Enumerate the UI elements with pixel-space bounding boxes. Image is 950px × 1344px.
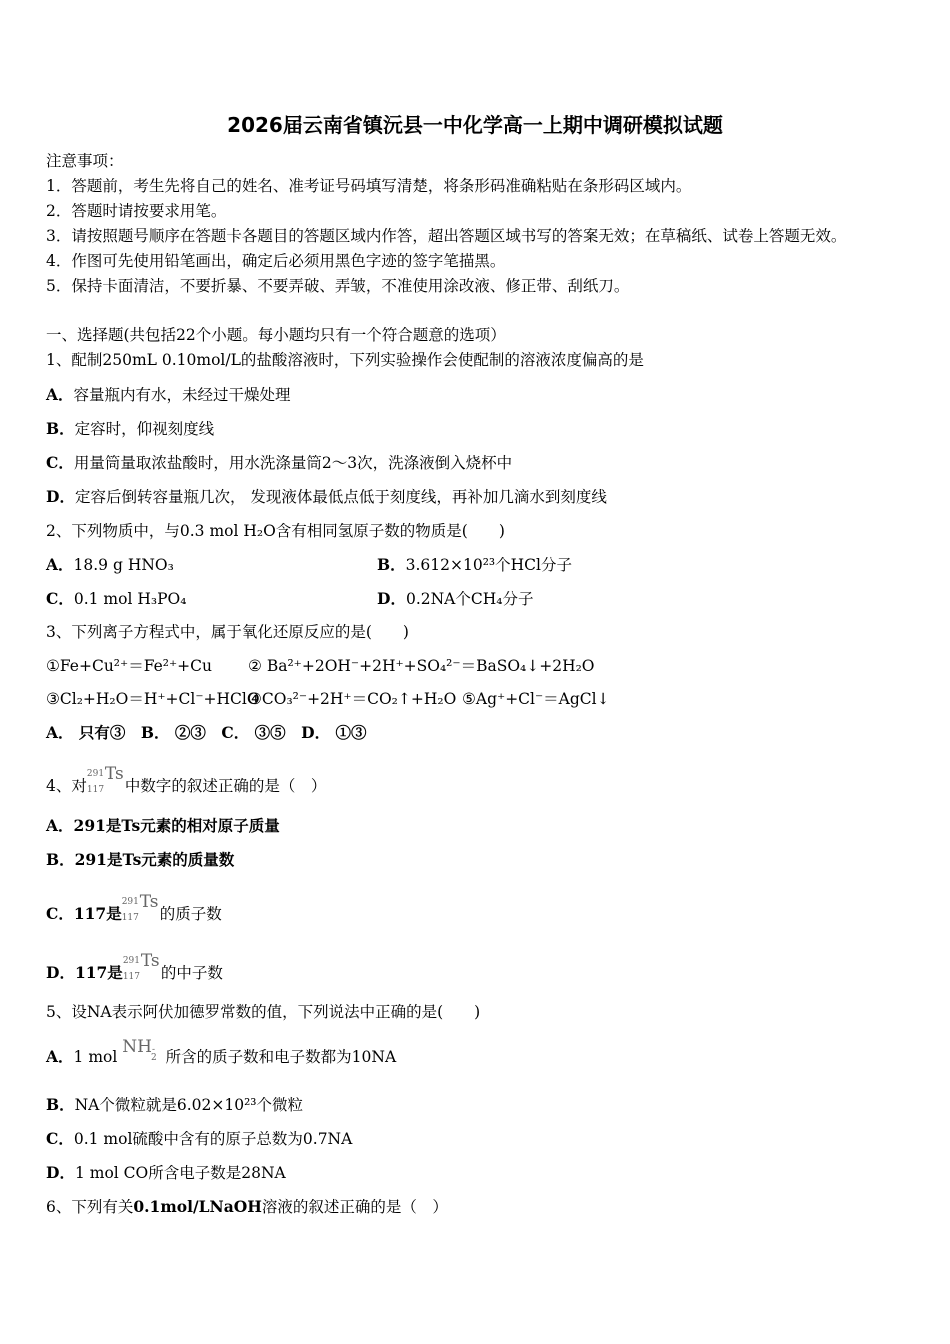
option-text: 1 mol <box>73 1048 118 1066</box>
option-label: B． <box>46 419 75 438</box>
option-text: 291是Ts元素的相对原子质量 <box>73 816 280 835</box>
option-text: 所含的质子数和电子数都为10NA <box>165 1048 397 1066</box>
notice-heading: 注意事项： <box>46 152 124 170</box>
q5-option-b <box>46 1094 303 1116</box>
option-text: 定容后倒转容量瓶几次， 发现液体最低点低于刻度线，再补加几滴水到刻度线 <box>74 488 607 506</box>
notice-item: 4．作图可先使用铅笔画出，确定后必须用黑色字迹的签字笔描黑。 <box>46 252 506 270</box>
option-label: B． <box>377 555 406 574</box>
stem-text: 6、下列有关 <box>46 1198 134 1216</box>
option-text: NA个微粒就是6.02×10²³个微粒 <box>74 1096 304 1114</box>
section-heading: 一、选择题(共包括22个小题。每小题均只有一个符合题意的选项） <box>46 326 506 344</box>
equation-5: ⑤Ag⁺+Cl⁻＝AgCl↓ <box>462 690 610 708</box>
isotope-symbol <box>86 764 125 797</box>
option-label: C． <box>46 904 74 923</box>
option-label: B． <box>46 850 75 869</box>
option-label: A． <box>46 555 74 574</box>
page-title: 2026届云南省镇沅县一中化学高一上期中调研模拟试题 <box>227 113 723 137</box>
q3-answers: A． 只有③ B． ②③ C． ③⑤ D． ①③ <box>46 723 367 742</box>
option-text: 定容时，仰视刻度线 <box>74 420 215 438</box>
isotope-symbol <box>121 892 160 925</box>
option-label: A． <box>46 816 74 835</box>
mass-number: 291 <box>122 956 140 966</box>
option-text: 0.1 mol硫酸中含有的原子总数为0.7NA <box>73 1130 353 1148</box>
option-label: D． <box>46 963 75 982</box>
q5-option-a <box>46 1037 397 1068</box>
mass-number: 291 <box>121 897 139 907</box>
question-3-stem: 3、下列离子方程式中，属于氧化还原反应的是( ) <box>46 623 409 641</box>
atomic-number: 117 <box>86 785 105 795</box>
q2-option-c <box>46 588 186 610</box>
amide-ion <box>122 1037 160 1063</box>
q1-option-d <box>46 486 607 508</box>
option-label: C． <box>46 1129 74 1148</box>
option-text: 0.1 mol H₃PO₄ <box>73 590 187 608</box>
question-2-stem: 2、下列物质中，与0.3 mol H₂O含有相同氢原子数的物质是( ) <box>46 522 505 540</box>
option-text: 18.9 g HNO₃ <box>73 556 174 574</box>
notice-item: 2．答题时请按要求用笔。 <box>46 202 227 220</box>
equation-3: ③Cl₂+H₂O＝H⁺+Cl⁻+HClO <box>46 690 260 708</box>
option-text: 117是 <box>74 963 123 982</box>
option-label: A． <box>46 385 74 404</box>
q1-option-a <box>46 384 291 406</box>
equation-2: ② Ba²⁺+2OH⁻+2H⁺+SO₄²⁻＝BaSO₄↓+2H₂O <box>248 657 595 675</box>
q2-option-b <box>377 554 572 576</box>
question-6-stem <box>46 1196 448 1218</box>
option-text: 291是Ts元素的质量数 <box>74 850 235 869</box>
stem-text: 中数字的叙述正确的是（ ） <box>124 777 327 795</box>
q2-option-a <box>46 554 174 576</box>
option-text: 0.2NA个CH₄分子 <box>405 590 534 608</box>
notice-item: 1．答题前，考生先将自己的姓名、准考证号码填写清楚，将条形码准确粘贴在条形码区域内。 <box>46 177 692 195</box>
notice-item: 3．请按照题号顺序在答题卡各题目的答题区域内作答，超出答题区域书写的答案无效；在草稿纸、试卷上答题无效。 <box>46 227 847 245</box>
option-text: 用量筒量取浓盐酸时，用水洗涤量筒2～3次，洗涤液倒入烧杯中 <box>73 454 513 472</box>
mass-number: 291 <box>86 769 105 779</box>
q4-option-c <box>46 892 222 923</box>
stem-text: 4、对 <box>46 777 87 795</box>
option-text: 的中子数 <box>160 964 223 982</box>
option-label: D． <box>46 1163 75 1182</box>
question-5-stem: 5、设NA表示阿伏加德罗常数的值，下列说法中正确的是( ) <box>46 1003 481 1021</box>
q4-option-d <box>46 951 223 982</box>
option-text: 117是 <box>73 904 122 923</box>
option-label: D． <box>377 589 406 608</box>
option-label: B． <box>46 1095 75 1114</box>
option-label: C． <box>46 453 74 472</box>
ion-charge: - <box>151 1045 155 1055</box>
q2-option-d <box>377 588 533 610</box>
ion-subscript: 2 <box>151 1053 157 1063</box>
option-text: 1 mol CO所含电子数是28NA <box>74 1164 286 1182</box>
q1-option-c <box>46 452 512 474</box>
q5-option-c <box>46 1128 352 1150</box>
equation-4: ④CO₃²⁻+2H⁺＝CO₂↑+H₂O <box>248 690 457 708</box>
option-label: D． <box>46 487 75 506</box>
option-label: A． <box>46 1047 74 1066</box>
notice-item: 5．保持卡面清洁，不要折暴、不要弄破、弄皱，不准使用涂改液、修正带、刮纸刀。 <box>46 277 630 295</box>
equation-1: ①Fe+Cu²⁺＝Fe²⁺+Cu <box>46 657 213 675</box>
stem-text: 0.1mol/LNaOH <box>133 1197 262 1216</box>
ion-formula: NH <box>122 1037 152 1057</box>
q1-option-b <box>46 418 214 440</box>
atomic-number: 117 <box>121 913 139 923</box>
atomic-number: 117 <box>122 972 140 982</box>
stem-text: 溶液的叙述正确的是（ ） <box>261 1198 448 1216</box>
option-text: 3.612×10²³个HCl分子 <box>405 556 572 574</box>
option-text: 的质子数 <box>159 905 222 923</box>
option-text: 容量瓶内有水，未经过干燥处理 <box>73 386 291 404</box>
option-label: C． <box>46 589 74 608</box>
isotope-symbol <box>122 951 161 984</box>
element-symbol: Ts <box>140 951 160 971</box>
element-symbol: Ts <box>139 892 159 912</box>
q4-option-b <box>46 849 234 871</box>
question-1-stem: 1、配制250mL 0.10mol/L的盐酸溶液时，下列实验操作会使配制的溶液浓度偏高的是 <box>46 351 644 369</box>
element-symbol: Ts <box>104 764 124 784</box>
question-4-stem <box>46 764 327 795</box>
q5-option-d <box>46 1162 286 1184</box>
q4-option-a <box>46 815 280 837</box>
